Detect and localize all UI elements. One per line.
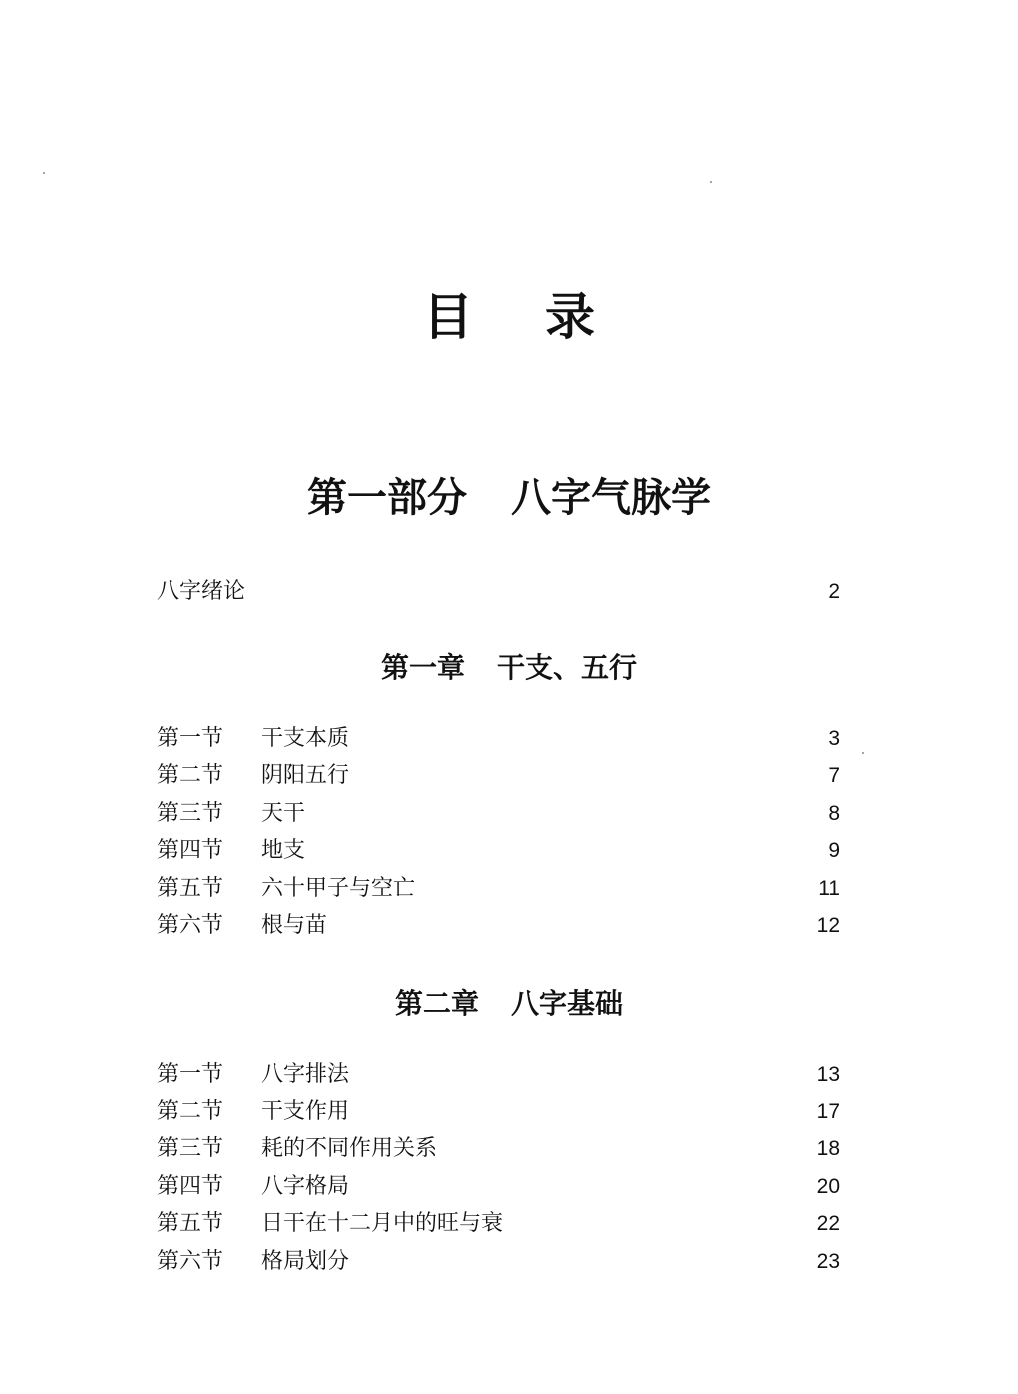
- section-page-number: 17: [816, 1100, 840, 1123]
- section-number: 第四节: [157, 838, 224, 863]
- chapter-title: 八字基础: [511, 987, 624, 1020]
- section-number: 第三节: [157, 1136, 224, 1161]
- section-title: 干支作用: [261, 1099, 350, 1124]
- part-title: 八字气脉学: [511, 474, 711, 521]
- toc-entry[interactable]: [157, 1133, 840, 1165]
- section-title: 八字格局: [261, 1174, 350, 1199]
- section-title: 格局划分: [261, 1249, 350, 1274]
- chapter-heading-2: [0, 984, 1018, 1024]
- section-page-number: 8: [828, 802, 840, 825]
- entry-title: 八字绪论: [157, 579, 246, 604]
- toc-entry[interactable]: [157, 723, 840, 755]
- toc-entry[interactable]: [157, 910, 840, 942]
- section-page-number: 12: [816, 914, 840, 937]
- section-number: 第五节: [157, 1211, 224, 1236]
- section-page-number: 23: [816, 1250, 840, 1273]
- section-page-number: 13: [816, 1063, 840, 1086]
- scan-speck: [862, 752, 864, 754]
- section-number: 第一节: [157, 726, 224, 751]
- section-number: 第六节: [157, 913, 224, 938]
- part-heading: [0, 470, 1018, 526]
- toc-entry[interactable]: [157, 1171, 840, 1203]
- section-title: 天干: [261, 801, 306, 826]
- section-page-number: 9: [828, 839, 840, 862]
- section-title: 耗的不同作用关系: [261, 1136, 438, 1161]
- toc-entry[interactable]: [157, 1096, 840, 1128]
- chapter-label: 第一章: [380, 651, 465, 684]
- section-title: 阴阳五行: [261, 763, 350, 788]
- toc-entry[interactable]: [157, 798, 840, 830]
- section-title: 根与苗: [261, 913, 328, 938]
- section-page-number: 7: [828, 764, 840, 787]
- scan-speck: [43, 172, 45, 174]
- toc-heading: 目录: [423, 288, 667, 346]
- section-number: 第四节: [157, 1174, 224, 1199]
- toc-entry[interactable]: [157, 1059, 840, 1091]
- section-page-number: 3: [828, 727, 840, 750]
- section-number: 第二节: [157, 1099, 224, 1124]
- section-title: 八字排法: [261, 1062, 350, 1087]
- chapter-heading-1: [0, 648, 1018, 688]
- section-title: 六十甲子与空亡: [261, 876, 416, 901]
- part-label: 第一部分: [307, 474, 467, 521]
- section-number: 第五节: [157, 876, 224, 901]
- toc-entry[interactable]: [157, 1246, 840, 1278]
- chapter-label: 第二章: [394, 987, 479, 1020]
- section-page-number: 22: [816, 1212, 840, 1235]
- entry-page-number: 2: [828, 580, 840, 603]
- section-title: 干支本质: [261, 726, 350, 751]
- section-page-number: 11: [818, 877, 840, 900]
- section-number: 第三节: [157, 801, 224, 826]
- section-number: 第二节: [157, 763, 224, 788]
- section-title: 地支: [261, 838, 306, 863]
- section-page-number: 18: [816, 1137, 840, 1160]
- scan-speck: [710, 181, 712, 183]
- section-number: 第一节: [157, 1062, 224, 1087]
- chapter-title: 干支、五行: [497, 651, 638, 684]
- section-number: 第六节: [157, 1249, 224, 1274]
- toc-entry[interactable]: [157, 873, 840, 905]
- section-page-number: 20: [816, 1175, 840, 1198]
- toc-entry[interactable]: [157, 760, 840, 792]
- toc-entry-intro[interactable]: [157, 576, 840, 608]
- toc-entry[interactable]: [157, 1208, 840, 1240]
- toc-entry[interactable]: [157, 835, 840, 867]
- section-title: 日干在十二月中的旺与衰: [261, 1211, 504, 1236]
